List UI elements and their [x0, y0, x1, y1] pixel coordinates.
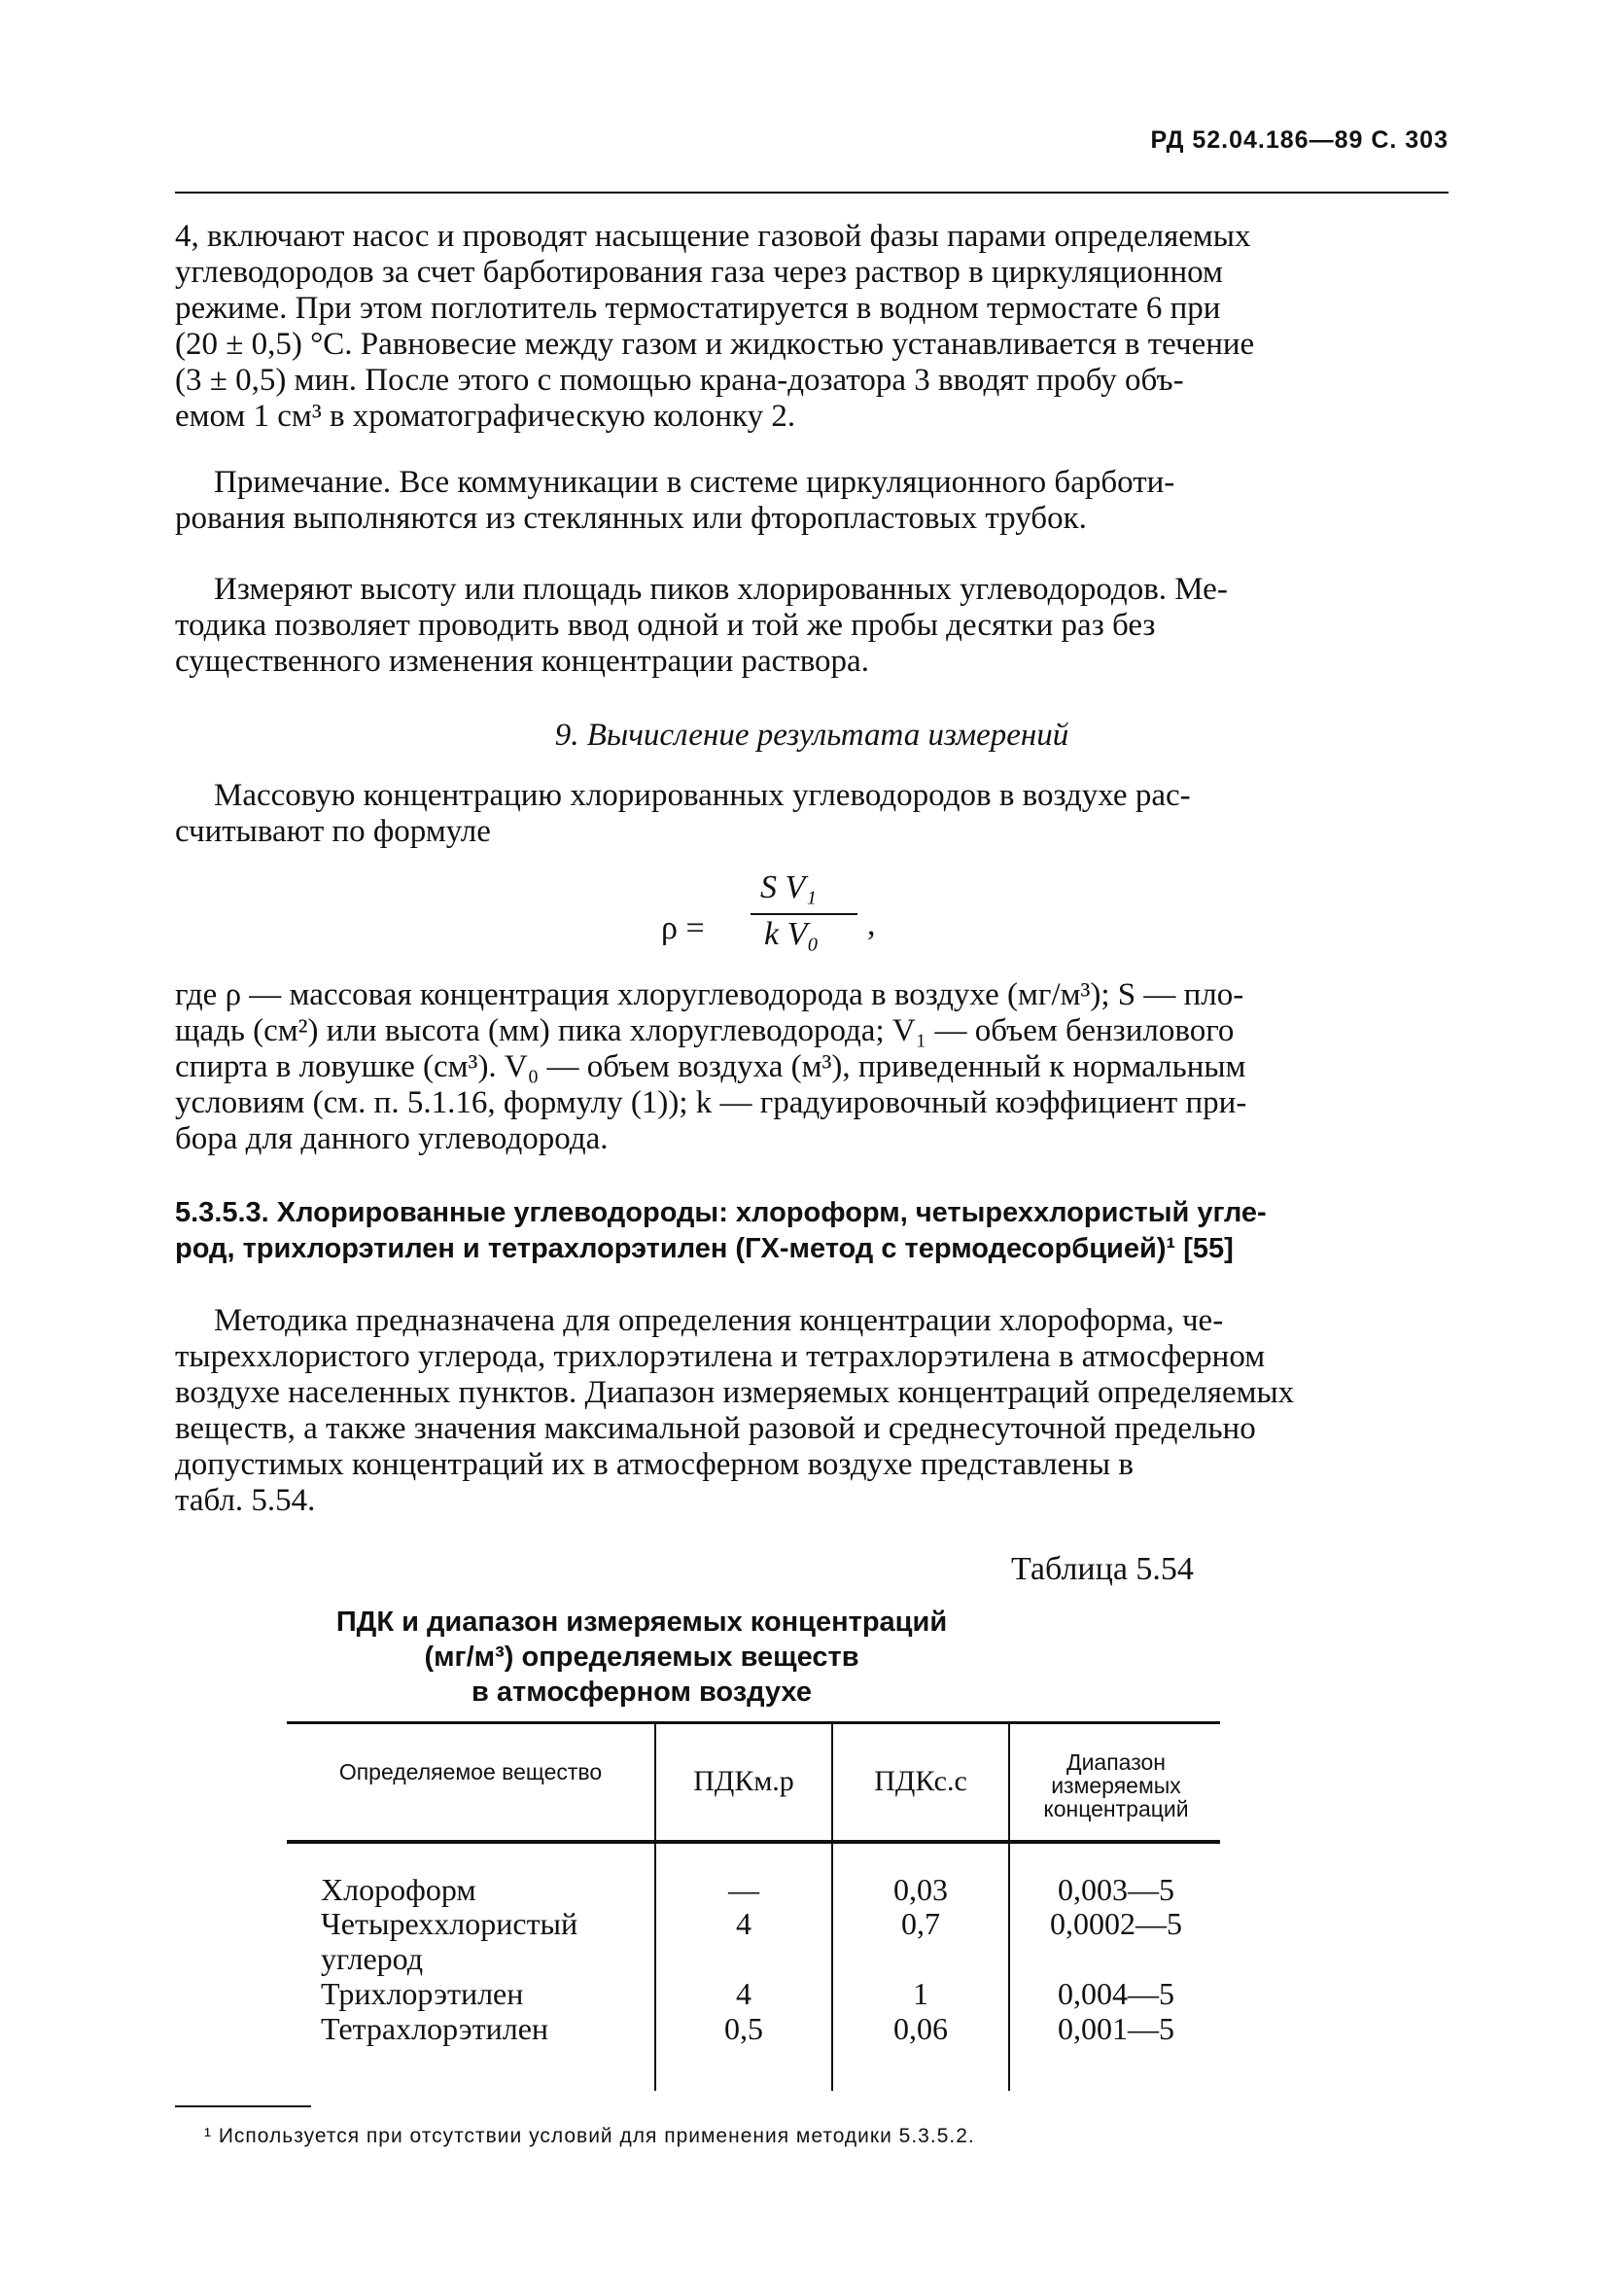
- text-line: 4, включают насос и проводят насыщение газовой фазы парами определяемых: [175, 219, 1251, 254]
- cell-range: 0,0002—5: [1050, 1906, 1182, 1941]
- formula: [661, 856, 914, 963]
- text-line: где ρ — массовая концентрация хлоруглеводорода в воздухе (мг/м³); S — пло-: [175, 977, 1244, 1012]
- cell-range: 0,004—5: [1058, 1976, 1174, 2011]
- text-line: существенного изменения концентрации раствора.: [175, 644, 869, 679]
- text-line: в атмосферном воздухе: [472, 1677, 812, 1708]
- cell-substance: Хлороформ: [321, 1872, 476, 1907]
- cell-pdk-ss: 0,03: [893, 1872, 948, 1907]
- text-line: воздухе населенных пунктов. Диапазон измеряемых концентраций определяемых: [175, 1375, 1295, 1410]
- text-line: табл. 5.54.: [175, 1483, 316, 1518]
- text-line: веществ, а также значения максимальной разовой и среднесуточной предельно: [175, 1411, 1256, 1446]
- header-pdk-ss: ПДКс.с: [874, 1765, 967, 1797]
- cell-pdk-mr: 4: [736, 1906, 751, 1941]
- text-line: емом 1 см³ в хроматографическую колонку 2.: [175, 399, 796, 434]
- text-line: бора для данного углеводорода.: [175, 1121, 609, 1156]
- cell-range: 0,001—5: [1058, 2011, 1174, 2046]
- method-subheading: [175, 1195, 1449, 1267]
- header-rule: [175, 192, 1449, 194]
- footnote: ¹ Используется при отсутствии условий для применения методики 5.3.5.2.: [204, 2125, 975, 2147]
- header-substance: Определяемое вещество: [338, 1759, 603, 1784]
- cell-pdk-ss: 0,06: [893, 2011, 948, 2046]
- text-line: щадь (см²) или высота (мм) пика хлоруглеводорода; V₁ — объем бензилового: [175, 1013, 1235, 1048]
- table-title: [321, 1605, 962, 1710]
- header-pdk-mr: ПДКм.р: [693, 1765, 794, 1797]
- header-range: Диапазон измеряемых концентраций: [1043, 1749, 1189, 1821]
- text-line: Методика предназначена для определения концентрации хлороформа, че-: [214, 1303, 1224, 1338]
- text-line: режиме. При этом поглотитель термостатируется в водном термостате 6 при: [175, 291, 1221, 326]
- cell-range: 0,003—5: [1058, 1872, 1174, 1907]
- text-line: род, трихлорэтилен и тетрахлорэтилен (ГХ-метод с термодесорбцией)¹ [55]: [175, 1233, 1234, 1264]
- paragraph-measurement: [175, 572, 1449, 680]
- text-line: Примечание. Все коммуникации в системе циркуляционного барботи-: [214, 465, 1175, 500]
- formula-lhs: ρ =: [661, 910, 705, 946]
- text-line: 5.3.5.3. Хлорированные углеводороды: хлороформ, четыреххлористый угле-: [175, 1197, 1267, 1228]
- fraction-bar: [751, 913, 857, 915]
- text-line: Массовую концентрацию хлорированных углеводородов в воздухе рас-: [214, 778, 1191, 813]
- table-header-rule: [287, 1840, 1220, 1844]
- paragraph-formula-intro: [175, 778, 1449, 850]
- cell-pdk-mr: 4: [736, 1976, 751, 2011]
- text-line: Измеряют высоту или площадь пиков хлорированных углеводородов. Ме-: [214, 572, 1228, 607]
- text-line: условиям (см. п. 5.1.16, формулу (1)); k — градуировочный коэффициент при-: [175, 1085, 1247, 1120]
- text-line: (20 ± 0,5) °С. Равновесие между газом и жидкостью устанавливается в течение: [175, 327, 1255, 362]
- text-line: (3 ± 0,5) мин. После этого с помощью крана-дозатора 3 вводят пробу объ-: [175, 363, 1184, 398]
- running-head: РД 52.04.186—89 С. 303: [1150, 126, 1449, 154]
- paragraph-definitions: [175, 977, 1449, 1157]
- cell-pdk-mr: —: [728, 1872, 759, 1907]
- cell-substance: Четыреххлористый углерод: [321, 1906, 578, 1976]
- section-heading: 9. Вычисление результата измерений: [554, 718, 1069, 753]
- cell-substance: Тетрахлорэтилен: [321, 2011, 549, 2046]
- cell-pdk-mr: 0,5: [724, 2011, 763, 2046]
- column-divider: [1008, 1721, 1010, 2091]
- table-top-rule: [287, 1721, 1220, 1724]
- text-line: углеводородов за счет барботирования газа через раствор в циркуляционном: [175, 255, 1223, 290]
- paragraph-method-description: [175, 1303, 1449, 1519]
- text-line: рования выполняются из стеклянных или фторопластовых трубок.: [175, 501, 1087, 536]
- table-number: Таблица 5.54: [1011, 1551, 1194, 1587]
- formula-denominator: k V₀: [764, 916, 820, 952]
- text-line: допустимых концентраций их в атмосферном воздухе представлены в: [175, 1447, 1134, 1482]
- text-line: (мг/м³) определяемых веществ: [424, 1642, 859, 1673]
- paragraph-procedure: [175, 219, 1449, 435]
- cell-pdk-ss: 1: [913, 1976, 928, 2011]
- text-line: тыреххлористого углерода, трихлорэтилена и тетрахлорэтилена в атмосферном: [175, 1339, 1266, 1374]
- formula-trail: ,: [867, 906, 876, 942]
- text-line: тодика позволяет проводить ввод одной и той же пробы десятки раз без: [175, 608, 1156, 643]
- text-line: ПДК и диапазон измеряемых концентраций: [335, 1607, 948, 1638]
- cell-pdk-ss: 0,7: [901, 1906, 940, 1941]
- pdk-table: [287, 1721, 1220, 2091]
- note-paragraph: [175, 465, 1449, 537]
- text-line: спирта в ловушке (см³). V₀ — объем воздуха (м³), приведенный к нормальным: [175, 1049, 1246, 1084]
- footnote-rule: [175, 2105, 311, 2107]
- formula-numerator: S V₁: [760, 869, 818, 905]
- cell-substance: Трихлорэтилен: [321, 1976, 524, 2011]
- text-line: считывают по формуле: [175, 814, 491, 849]
